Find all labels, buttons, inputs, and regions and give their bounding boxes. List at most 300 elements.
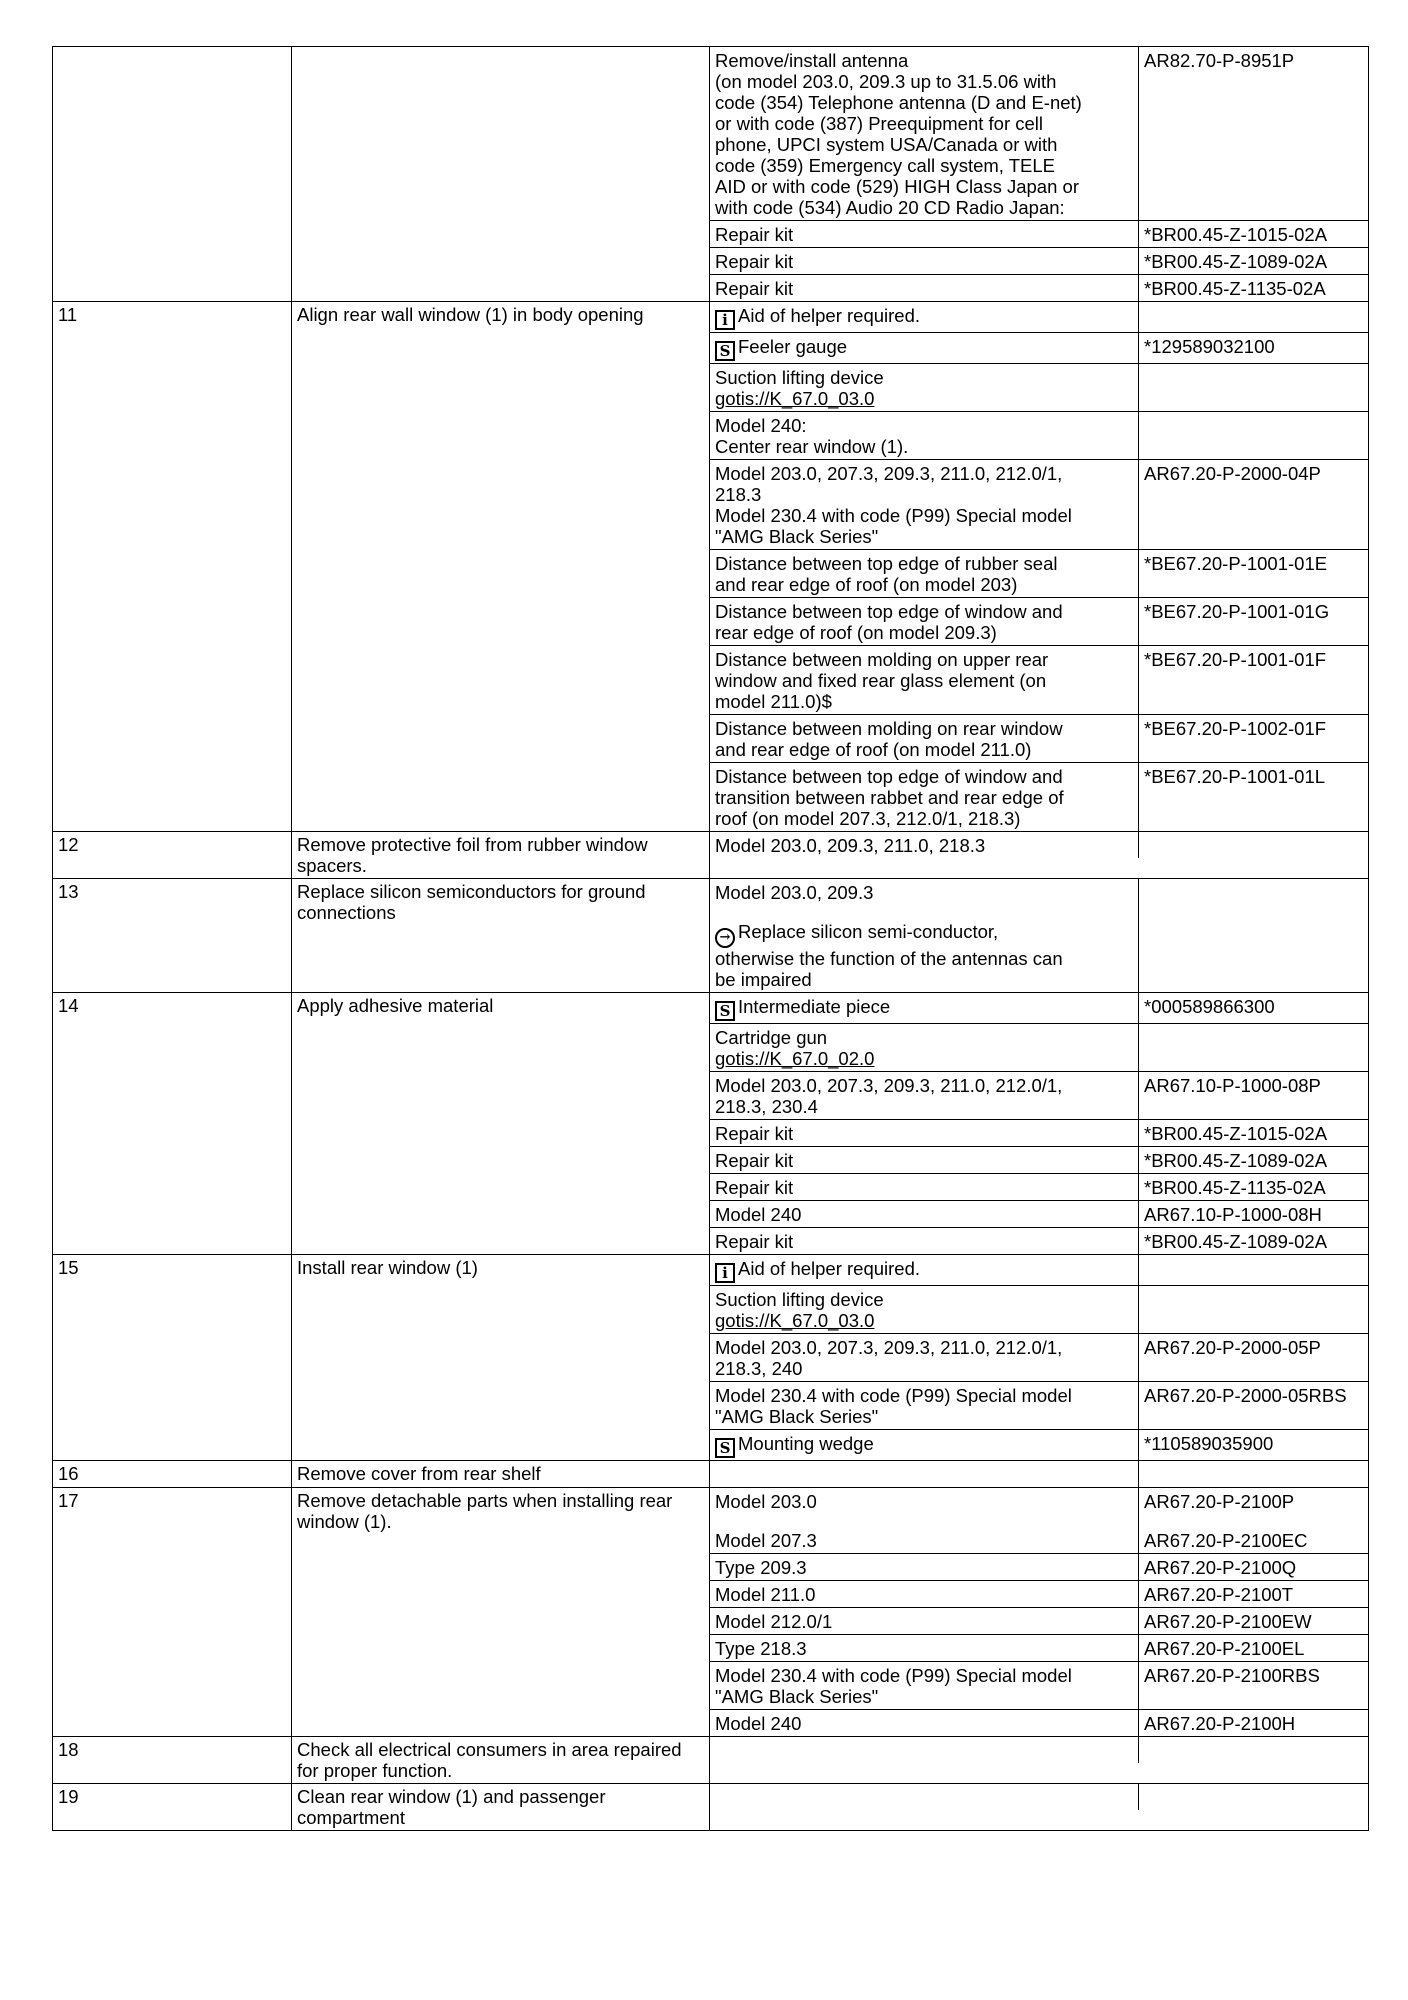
- step-action-cell: [292, 1784, 710, 1831]
- detail-row: [710, 1461, 1368, 1487]
- detail-description: [710, 1120, 1139, 1147]
- detail-text: Model 211.0: [715, 1584, 816, 1605]
- step-number: 18: [58, 1739, 79, 1760]
- detail-text: and rear edge of roof (on model 211.0): [715, 739, 1032, 760]
- detail-description: [710, 364, 1139, 412]
- detail-text-line: [715, 1123, 1133, 1144]
- procedure-row: [53, 832, 1369, 879]
- detail-text-line: [715, 1385, 1133, 1406]
- step-number-cell: [53, 47, 292, 302]
- detail-text: Center rear window (1).: [715, 436, 909, 457]
- procedure-row: [53, 1461, 1369, 1488]
- procedure-row: [53, 302, 1369, 832]
- detail-text: 218.3, 240: [715, 1358, 803, 1379]
- reference-code: AR67.10-P-1000-08P: [1139, 1072, 1369, 1120]
- step-action: Check all electrical consumers in area repaired for proper function.: [297, 1739, 682, 1781]
- detail-row: [710, 47, 1368, 221]
- detail-description: [710, 412, 1139, 460]
- step-details-cell: [710, 47, 1369, 302]
- detail-text-line: [715, 1611, 1133, 1632]
- detail-text-line: [715, 948, 1133, 969]
- detail-row: [710, 248, 1368, 275]
- step-action: Apply adhesive material: [297, 995, 494, 1016]
- step-details-cell: [710, 832, 1369, 879]
- detail-row: [710, 1174, 1368, 1201]
- detail-text: Repair kit: [715, 1150, 794, 1171]
- detail-text: Distance between top edge of window and: [715, 601, 1063, 622]
- detail-description: [710, 1201, 1139, 1228]
- detail-text: otherwise the function of the antennas can: [715, 948, 1063, 969]
- detail-description: [710, 879, 1139, 905]
- detail-description: [710, 1662, 1139, 1710]
- detail-row: [710, 1228, 1368, 1255]
- reference-code: *BR00.45-Z-1089-02A: [1139, 1228, 1369, 1255]
- detail-text: be impaired: [715, 969, 812, 990]
- step-details: [710, 47, 1368, 301]
- detail-text: code (354) Telephone antenna (D and E-net): [715, 92, 1082, 113]
- procedure-row: [53, 1737, 1369, 1784]
- step-details-cell: [710, 1784, 1369, 1831]
- detail-description: [710, 1334, 1139, 1382]
- special-tool-icon: S: [715, 341, 735, 361]
- detail-text: Model 212.0/1: [715, 1611, 833, 1632]
- detail-text: Repair kit: [715, 224, 794, 245]
- detail-text: transition between rabbet and rear edge of: [715, 787, 1064, 808]
- step-action-cell: [292, 1255, 710, 1461]
- step-action-cell: [292, 993, 710, 1255]
- step-details: [710, 832, 1368, 858]
- detail-text: "AMG Black Series": [715, 1406, 879, 1427]
- reference-code: AR67.20-P-2100RBS: [1139, 1662, 1369, 1710]
- reference-code: AR67.20-P-2100H: [1139, 1710, 1369, 1737]
- detail-description: [710, 1174, 1139, 1201]
- step-number-cell: [53, 879, 292, 993]
- detail-text: Mounting wedge: [738, 1433, 874, 1454]
- detail-description: [710, 333, 1139, 364]
- detail-row: [710, 832, 1368, 858]
- detail-text-line: [715, 134, 1133, 155]
- detail-text-line: [715, 1433, 1133, 1458]
- detail-text: 218.3: [715, 484, 762, 505]
- detail-row: [710, 275, 1368, 302]
- detail-text-line: [715, 1491, 1133, 1512]
- step-number-cell: [53, 1488, 292, 1737]
- detail-text: Model 230.4 with code (P99) Special model: [715, 1665, 1072, 1686]
- detail-text-line: [715, 197, 1133, 218]
- detail-row: [710, 1635, 1368, 1662]
- detail-description: [710, 1382, 1139, 1430]
- special-tool-icon: S: [715, 1438, 735, 1458]
- procedure-row: [53, 47, 1369, 302]
- step-details: [710, 1255, 1368, 1460]
- detail-text: AID or with code (529) HIGH Class Japan or: [715, 176, 1079, 197]
- reference-code: *BR00.45-Z-1135-02A: [1139, 1174, 1369, 1201]
- detail-row: [710, 1334, 1368, 1382]
- step-details: [710, 993, 1368, 1254]
- detail-text: code (359) Emergency call system, TELE: [715, 155, 1055, 176]
- detail-description: [710, 646, 1139, 715]
- reference-code: [1139, 832, 1369, 858]
- detail-row: [710, 879, 1368, 905]
- detail-text-line: [715, 1464, 1133, 1485]
- detail-row: [710, 550, 1368, 598]
- reference-code: AR67.20-P-2000-05RBS: [1139, 1382, 1369, 1430]
- step-details: [710, 302, 1368, 831]
- info-icon: i: [715, 310, 735, 330]
- detail-text-line: [715, 1358, 1133, 1379]
- detail-text: (on model 203.0, 209.3 up to 31.5.06 with: [715, 71, 1057, 92]
- detail-text-line: [715, 1557, 1133, 1578]
- step-action-cell: [292, 832, 710, 879]
- procedure-table: [52, 46, 1369, 1831]
- reference-code: AR67.20-P-2100EL: [1139, 1635, 1369, 1662]
- detail-text-line: [715, 1150, 1133, 1171]
- detail-text: model 211.0)$: [715, 691, 832, 712]
- detail-description: [710, 1635, 1139, 1662]
- step-number-cell: [53, 1784, 292, 1831]
- detail-text: Model 203.0: [715, 1491, 817, 1512]
- detail-text: Replace silicon semi-conductor,: [738, 921, 999, 942]
- detail-description: [710, 1784, 1139, 1810]
- reference-code: AR67.20-P-2000-04P: [1139, 460, 1369, 550]
- detail-text: roof (on model 207.3, 212.0/1, 218.3): [715, 808, 1021, 829]
- detail-text: Feeler gauge: [738, 336, 848, 357]
- detail-text-line: [715, 367, 1133, 388]
- detail-text: "AMG Black Series": [715, 1686, 879, 1707]
- reference-code: AR67.20-P-2100T: [1139, 1581, 1369, 1608]
- detail-text: Model 203.0, 209.3: [715, 882, 874, 903]
- detail-description: [710, 1072, 1139, 1120]
- procedure-row: [53, 1784, 1369, 1831]
- detail-row: [710, 333, 1368, 364]
- detail-text-line: [715, 526, 1133, 547]
- reference-code: AR82.70-P-8951P: [1139, 47, 1369, 221]
- detail-text-line: [715, 670, 1133, 691]
- detail-text: with code (534) Audio 20 CD Radio Japan:: [715, 197, 1065, 218]
- detail-text-line: [715, 484, 1133, 505]
- detail-description: [710, 715, 1139, 763]
- step-details-cell: [710, 302, 1369, 832]
- detail-text-line: [715, 1787, 1133, 1808]
- detail-row: [710, 715, 1368, 763]
- detail-text: Suction lifting device: [715, 1289, 884, 1310]
- reference-code: *BR00.45-Z-1015-02A: [1139, 1120, 1369, 1147]
- detail-row: [710, 1430, 1368, 1461]
- detail-text: Model 203.0, 207.3, 209.3, 211.0, 212.0/1,: [715, 1337, 1063, 1358]
- detail-text: Aid of helper required.: [738, 1258, 921, 1279]
- detail-text-line: [715, 1027, 1133, 1048]
- detail-row: [710, 412, 1368, 460]
- step-number: [53, 47, 291, 51]
- detail-row: [710, 1608, 1368, 1635]
- step-number: 13: [58, 881, 79, 902]
- reference-code: *BR00.45-Z-1015-02A: [1139, 221, 1369, 248]
- step-number-cell: [53, 1255, 292, 1461]
- step-number: 12: [58, 834, 79, 855]
- detail-row: [710, 1784, 1368, 1810]
- detail-text-line: [715, 739, 1133, 760]
- detail-text-line: [715, 1204, 1133, 1225]
- detail-text-line: [715, 1075, 1133, 1096]
- detail-text-line: [715, 50, 1133, 71]
- detail-description: [710, 1255, 1139, 1286]
- detail-row: [710, 1255, 1368, 1286]
- detail-description: [710, 993, 1139, 1024]
- detail-text-line: [715, 92, 1133, 113]
- detail-text-line: [715, 1530, 1133, 1551]
- step-number-cell: [53, 993, 292, 1255]
- detail-description: [710, 1710, 1139, 1737]
- reference-code: [1139, 905, 1369, 992]
- step-details-cell: [710, 1255, 1369, 1461]
- step-action-cell: [292, 47, 710, 302]
- detail-description: [710, 248, 1139, 275]
- reference-code: [1139, 1784, 1369, 1810]
- detail-text: Distance between molding on rear window: [715, 718, 1063, 739]
- step-action-cell: [292, 1488, 710, 1737]
- reference-code: *000589866300: [1139, 993, 1369, 1024]
- detail-text: or with code (387) Preequipment for cell: [715, 113, 1044, 134]
- reference-code: *BE67.20-P-1002-01F: [1139, 715, 1369, 763]
- detail-row: [710, 1488, 1368, 1514]
- detail-text-line: [715, 71, 1133, 92]
- detail-text: Repair kit: [715, 1231, 794, 1252]
- detail-description: [710, 550, 1139, 598]
- reference-code: [1139, 364, 1369, 412]
- detail-text-line: [715, 1096, 1133, 1117]
- detail-text: Suction lifting device: [715, 367, 884, 388]
- detail-row: [710, 646, 1368, 715]
- step-number: 16: [58, 1463, 79, 1484]
- procedure-table-body: [53, 47, 1369, 1831]
- step-number: 11: [58, 304, 78, 325]
- detail-text: Aid of helper required.: [738, 305, 921, 326]
- reference-code: [1139, 412, 1369, 460]
- detail-text: Model 240: [715, 1204, 802, 1225]
- detail-description: [710, 275, 1139, 302]
- step-details: [710, 1784, 1368, 1810]
- detail-text: window and fixed rear glass element (on: [715, 670, 1047, 691]
- step-action: [292, 47, 709, 51]
- detail-row: [710, 1201, 1368, 1228]
- detail-row: [710, 905, 1368, 992]
- detail-text-line: [715, 766, 1133, 787]
- detail-description: [710, 1430, 1139, 1461]
- detail-description: [710, 1228, 1139, 1255]
- detail-row: [710, 1024, 1368, 1072]
- detail-text-line: [715, 1740, 1133, 1761]
- detail-text: Remove/install antenna: [715, 50, 909, 71]
- reference-code: AR67.20-P-2000-05P: [1139, 1334, 1369, 1382]
- detail-text-line: [715, 1406, 1133, 1427]
- reference-code: *BR00.45-Z-1135-02A: [1139, 275, 1369, 302]
- detail-text: Distance between top edge of window and: [715, 766, 1063, 787]
- step-details-cell: [710, 993, 1369, 1255]
- step-action: Replace silicon semiconductors for ground connections: [297, 881, 646, 923]
- detail-text-line: [715, 649, 1133, 670]
- detail-row: [710, 1514, 1368, 1554]
- detail-row: [710, 1662, 1368, 1710]
- detail-row: [710, 460, 1368, 550]
- step-number-cell: [53, 832, 292, 879]
- detail-text: phone, UPCI system USA/Canada or with: [715, 134, 1058, 155]
- detail-description: [710, 1514, 1139, 1554]
- detail-text: Model 203.0, 207.3, 209.3, 211.0, 212.0/1,: [715, 463, 1063, 484]
- detail-text: Type 218.3: [715, 1638, 807, 1659]
- step-number: 19: [58, 1786, 79, 1807]
- detail-row: [710, 1581, 1368, 1608]
- reference-code: *129589032100: [1139, 333, 1369, 364]
- step-action: Install rear window (1): [297, 1257, 478, 1278]
- detail-row: [710, 1147, 1368, 1174]
- procedure-row: [53, 1255, 1369, 1461]
- detail-row: [710, 1710, 1368, 1737]
- detail-text-line: [715, 1584, 1133, 1605]
- reference-code: [1139, 302, 1369, 333]
- detail-text: Repair kit: [715, 1177, 794, 1198]
- document-link[interactable]: gotis://K_67.0_03.0: [715, 1310, 875, 1331]
- detail-text-line: [715, 691, 1133, 712]
- step-details-cell: [710, 879, 1369, 993]
- detail-text: Model 203.0, 207.3, 209.3, 211.0, 212.0/1,: [715, 1075, 1063, 1096]
- detail-text-line: [715, 251, 1133, 272]
- detail-text-line: [715, 718, 1133, 739]
- detail-description: [710, 1461, 1139, 1487]
- detail-text-line: [715, 601, 1133, 622]
- detail-description: [710, 598, 1139, 646]
- step-number: 17: [58, 1490, 79, 1511]
- reference-code: *110589035900: [1139, 1430, 1369, 1461]
- detail-text-line: [715, 1231, 1133, 1252]
- reference-code: AR67.20-P-2100Q: [1139, 1554, 1369, 1581]
- detail-text: Model 230.4 with code (P99) Special model: [715, 1385, 1072, 1406]
- detail-text-line: [715, 505, 1133, 526]
- detail-row: [710, 1072, 1368, 1120]
- step-action: Remove protective foil from rubber window spacers.: [297, 834, 648, 876]
- reference-code: [1139, 1024, 1369, 1072]
- detail-description: [710, 1024, 1139, 1072]
- step-action: Align rear wall window (1) in body opening: [297, 304, 644, 325]
- detail-text: Model 230.4 with code (P99) Special model: [715, 505, 1072, 526]
- detail-text: 218.3, 230.4: [715, 1096, 818, 1117]
- detail-text-line: [715, 921, 1133, 948]
- detail-description: [710, 302, 1139, 333]
- step-details: [710, 879, 1368, 992]
- detail-text-line: [715, 113, 1133, 134]
- detail-text-line: [715, 336, 1133, 361]
- step-action-cell: [292, 302, 710, 832]
- detail-row: [710, 364, 1368, 412]
- step-details-cell: [710, 1488, 1369, 1737]
- detail-row: [710, 993, 1368, 1024]
- step-number-cell: [53, 1737, 292, 1784]
- detail-text: Type 209.3: [715, 1557, 807, 1578]
- special-tool-icon: S: [715, 1001, 735, 1021]
- step-number-cell: [53, 302, 292, 832]
- reference-code: [1139, 879, 1369, 905]
- detail-text-line: [715, 463, 1133, 484]
- detail-text-line: [715, 882, 1133, 903]
- detail-description: [710, 47, 1139, 221]
- step-details: [710, 1737, 1368, 1763]
- detail-text-line: [715, 835, 1133, 856]
- detail-text: "AMG Black Series": [715, 526, 879, 547]
- step-details-cell: [710, 1737, 1369, 1784]
- detail-text: Repair kit: [715, 278, 794, 299]
- reference-code: AR67.10-P-1000-08H: [1139, 1201, 1369, 1228]
- detail-description: [710, 460, 1139, 550]
- step-action: Remove cover from rear shelf: [297, 1463, 541, 1484]
- detail-description: [710, 832, 1139, 858]
- reference-code: AR67.20-P-2100P: [1139, 1488, 1369, 1514]
- detail-text-line: [715, 808, 1133, 829]
- info-icon: i: [715, 1263, 735, 1283]
- detail-text: Distance between molding on upper rear: [715, 649, 1049, 670]
- detail-text-line: [715, 415, 1133, 436]
- reference-code: *BE67.20-P-1001-01F: [1139, 646, 1369, 715]
- detail-text-line: [715, 1665, 1133, 1686]
- detail-text-line: [715, 278, 1133, 299]
- detail-text-line: [715, 622, 1133, 643]
- detail-description: [710, 1488, 1139, 1514]
- detail-description: [710, 1147, 1139, 1174]
- detail-description: [710, 905, 1139, 992]
- detail-text-line: [715, 436, 1133, 457]
- detail-text: Model 240: [715, 1713, 802, 1734]
- detail-description: [710, 1554, 1139, 1581]
- detail-text-line: [715, 155, 1133, 176]
- detail-description: [710, 1286, 1139, 1334]
- detail-text-line: [715, 305, 1133, 330]
- detail-description: [710, 763, 1139, 832]
- detail-row: [710, 1120, 1368, 1147]
- step-action-cell: [292, 1737, 710, 1784]
- detail-text: Model 207.3: [715, 1530, 817, 1551]
- detail-text: Repair kit: [715, 251, 794, 272]
- reference-code: [1139, 1255, 1369, 1286]
- document-link[interactable]: gotis://K_67.0_03.0: [715, 388, 875, 409]
- detail-text-line: [715, 787, 1133, 808]
- document-link[interactable]: gotis://K_67.0_02.0: [715, 1048, 875, 1069]
- detail-text-line: [715, 1686, 1133, 1707]
- detail-text-line: [715, 224, 1133, 245]
- detail-description: [710, 221, 1139, 248]
- step-number: 15: [58, 1257, 79, 1278]
- detail-text: and rear edge of roof (on model 203): [715, 574, 1018, 595]
- step-number: 14: [58, 995, 79, 1016]
- detail-text: Model 240:: [715, 415, 807, 436]
- detail-text-line: [715, 1713, 1133, 1734]
- detail-text: Distance between top edge of rubber seal: [715, 553, 1058, 574]
- procedure-row: [53, 1488, 1369, 1737]
- detail-text-line: [715, 969, 1133, 990]
- reference-code: *BE67.20-P-1001-01L: [1139, 763, 1369, 832]
- step-details: [710, 1488, 1368, 1736]
- procedure-row: [53, 879, 1369, 993]
- step-details: [710, 1461, 1368, 1487]
- detail-text: Model 203.0, 209.3, 211.0, 218.3: [715, 835, 986, 856]
- step-number-cell: [53, 1461, 292, 1488]
- reference-code: *BR00.45-Z-1089-02A: [1139, 1147, 1369, 1174]
- detail-text-line: [715, 1337, 1133, 1358]
- detail-description: [710, 1737, 1139, 1763]
- reference-code: [1139, 1286, 1369, 1334]
- note-icon: →: [715, 928, 735, 948]
- detail-description: [710, 1581, 1139, 1608]
- detail-row: [710, 598, 1368, 646]
- step-action: Clean rear window (1) and passenger compartment: [297, 1786, 606, 1828]
- reference-code: *BE67.20-P-1001-01E: [1139, 550, 1369, 598]
